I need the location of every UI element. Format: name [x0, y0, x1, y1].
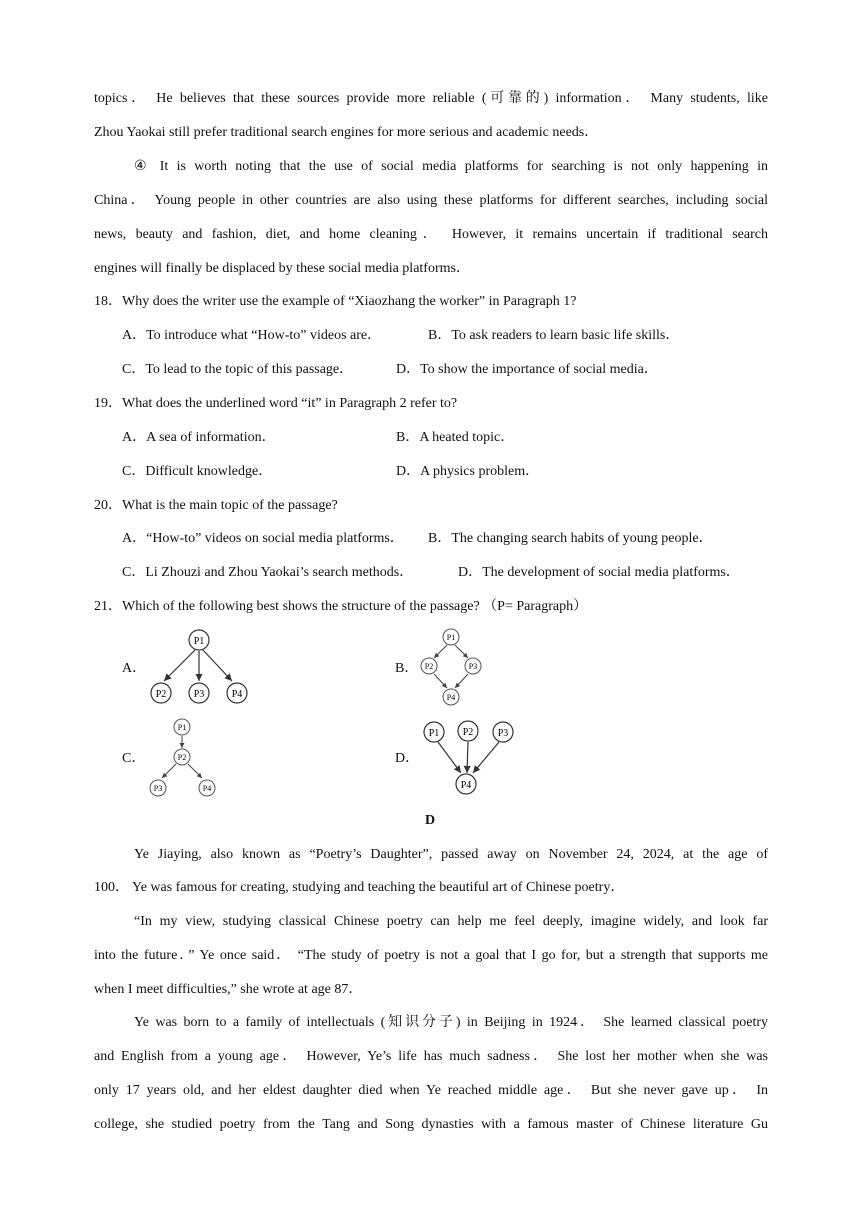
arrow-p1-p4 [203, 650, 232, 681]
node-p3-label: P3 [497, 728, 509, 739]
paragraph-4-line: engines will finally be displaced by these social media platforms． [94, 261, 470, 276]
question-20-option-d[interactable]: D．The development of social media platforms． [458, 565, 740, 580]
paragraph-4-line: ④ It is worth noting that the use of social media platforms for searching is not only happening in [134, 159, 768, 174]
question-20-option-c[interactable]: C．Li Zhouzi and Zhou Yaokai’s search methods． [122, 565, 414, 580]
node-p4-label: P4 [460, 780, 472, 791]
question-20-stem: 20．What is the main topic of the passage? [94, 498, 338, 513]
section-d-paragraph-3-line: Ye was born to a family of intellectuals (知识分子) in Beijing in 1924． She learned classical poetry [134, 1015, 768, 1030]
question-19-option-b[interactable]: B．A heated topic． [396, 430, 515, 445]
node-p3-label: P3 [153, 784, 163, 793]
paragraph-4-line: news, beauty and fashion, diet, and home cleaning． However, it remains uncertain if traditional search [94, 227, 768, 242]
arrow-p1-p3 [455, 645, 468, 658]
question-20-option-a[interactable]: A．“How-to” videos on social media platforms． [122, 531, 404, 546]
question-21-option-a[interactable]: A． [122, 661, 147, 676]
paragraph-4-line: China． Young people in other countries are also using these platforms for different searches, including social [94, 193, 768, 208]
section-d-paragraph-3-line: only 17 years old, and her eldest daughter died when Ye reached middle age． But she never gave up． In [94, 1083, 768, 1098]
node-p4-label: P4 [446, 693, 456, 702]
question-18-option-b[interactable]: B．To ask readers to learn basic life skills． [428, 328, 680, 343]
arrow-p1-p4 [438, 742, 461, 773]
question-21-option-b[interactable]: B． [395, 661, 419, 676]
structure-diagram-b[interactable] [417, 626, 487, 710]
section-d-paragraph-3-line: and English from a young age． However, Ye’s life has much sadness． She lost her mother when she was [94, 1049, 768, 1064]
arrow-p2-p4 [467, 742, 468, 773]
structure-diagram-a[interactable] [146, 626, 256, 708]
structure-diagram-d[interactable] [420, 718, 516, 798]
section-d-paragraph-1-line: Ye Jiaying, also known as “Poetry’s Daughter”, passed away on November 24, 2024, at the age of [134, 847, 768, 862]
node-p4-label: P4 [202, 784, 212, 793]
question-19-option-c[interactable]: C．Difficult knowledge． [122, 464, 273, 479]
section-d-paragraph-2-line: “In my view, studying classical Chinese poetry can help me feel deeply, imagine widely, and look far [134, 914, 768, 929]
node-p3-label: P3 [468, 662, 478, 671]
node-p2-label: P2 [424, 662, 434, 671]
section-d-paragraph-3-line: college, she studied poetry from the Tang and Song dynasties with a famous master of Chinese literature Gu [94, 1117, 768, 1132]
question-18-option-d[interactable]: D．To show the importance of social media． [396, 362, 658, 377]
arrow-p2-p4 [434, 674, 447, 688]
question-18-option-c[interactable]: C．To lead to the topic of this passage． [122, 362, 354, 377]
section-d-paragraph-1-line: 100． Ye was famous for creating, studying and teaching the beautiful art of Chinese poetry． [94, 880, 625, 895]
passage-line: Zhou Yaokai still prefer traditional search engines for more serious and academic needs． [94, 125, 599, 140]
node-p4-label: P4 [231, 689, 243, 700]
question-19-stem: 19．What does the underlined word “it” in Paragraph 2 refer to? [94, 396, 458, 411]
question-18-stem: 18．Why does the writer use the example of “Xiaozhang the worker” in Paragraph 1? [94, 294, 577, 309]
node-p2-label: P2 [462, 727, 474, 738]
node-p1-label: P1 [428, 728, 440, 739]
node-p2-label: P2 [155, 689, 167, 700]
question-21-option-d[interactable]: D． [395, 751, 420, 766]
node-p1-label: P1 [177, 723, 187, 732]
arrow-p1-p2 [434, 645, 447, 658]
node-p3-label: P3 [193, 689, 205, 700]
arrow-p2-p4 [188, 764, 202, 778]
arrow-p2-p3 [162, 764, 176, 778]
arrow-p3-p4 [473, 742, 499, 773]
question-21-option-c[interactable]: C． [122, 751, 146, 766]
section-d-title: D [424, 813, 436, 828]
section-d-paragraph-2-line: when I meet difficulties,” she wrote at age 87． [94, 982, 363, 997]
arrow-p1-p2 [164, 650, 195, 681]
node-p2-label: P2 [177, 753, 187, 762]
structure-diagram-c[interactable] [144, 716, 220, 802]
passage-line: topics． He believes that these sources provide more reliable (可靠的) information． Many students, like [94, 91, 768, 106]
question-20-option-b[interactable]: B．The changing search habits of young people． [428, 531, 713, 546]
node-p1-label: P1 [446, 633, 456, 642]
section-d-paragraph-2-line: into the future．” Ye once said． “The study of poetry is not a goal that I go for, but a strength that supports me [94, 948, 768, 963]
question-19-option-a[interactable]: A．A sea of information． [122, 430, 276, 445]
question-19-option-d[interactable]: D．A physics problem． [396, 464, 540, 479]
arrow-p3-p4 [455, 674, 468, 688]
question-18-option-a[interactable]: A．To introduce what “How-to” videos are． [122, 328, 382, 343]
question-21-stem: 21．Which of the following best shows the structure of the passage? （P= Paragraph） [94, 599, 588, 614]
node-p1-label: P1 [193, 636, 205, 647]
